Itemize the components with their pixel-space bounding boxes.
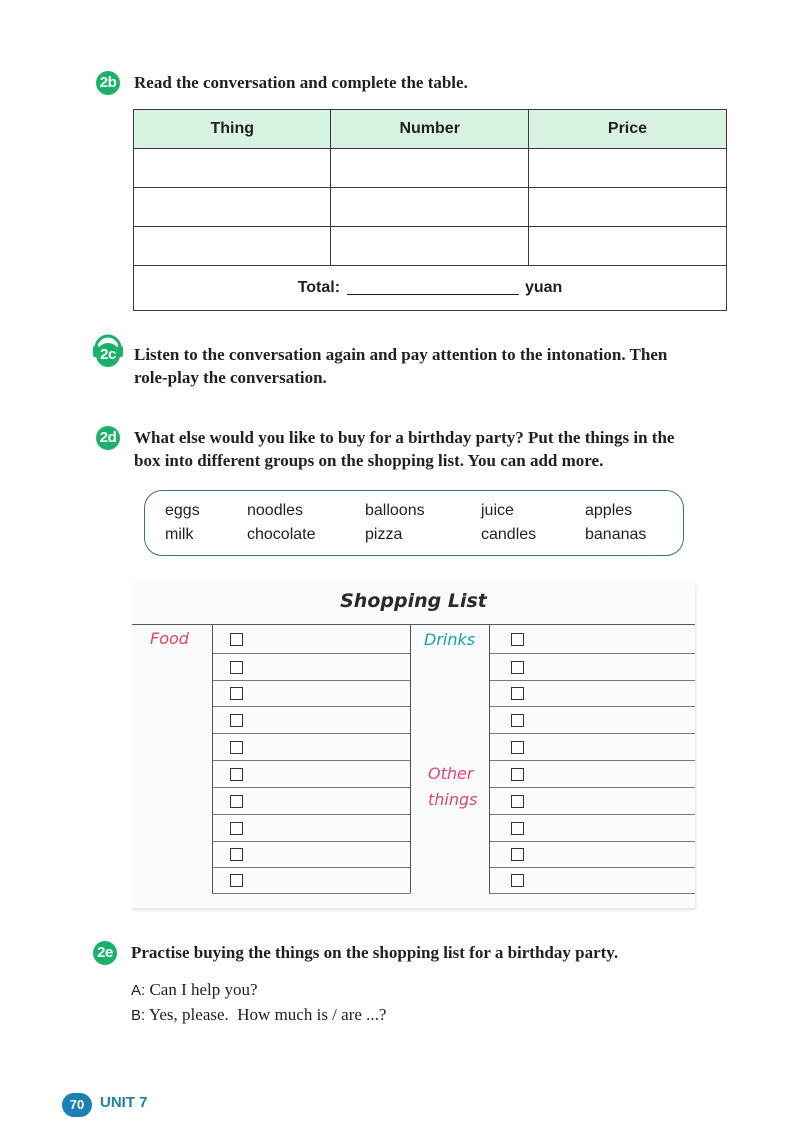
dialogue-text-a: Can I help you? [149, 980, 258, 999]
right-checkbox[interactable] [511, 874, 524, 887]
table-row [134, 188, 727, 227]
header-price: Price [528, 110, 726, 149]
shopping-list-title: Shopping List [340, 590, 487, 612]
word-bananas: bananas [585, 526, 647, 543]
food-label: Food [150, 629, 189, 648]
table-cell[interactable] [134, 149, 331, 188]
word-candles: candles [481, 526, 537, 543]
table-row [134, 149, 727, 188]
exercise-badge-2d: 2d [96, 426, 120, 450]
table-cell[interactable] [331, 188, 528, 227]
right-row-rule [489, 653, 695, 654]
right-row-rule [489, 760, 695, 761]
instruction-2d-line2: box into different groups on the shopping list. You can add more. [134, 451, 604, 470]
table-cell[interactable] [528, 149, 726, 188]
food-checkbox[interactable] [230, 848, 243, 861]
right-row-rule [489, 893, 695, 894]
dialogue-line-a [131, 978, 258, 1003]
word-juice: juice [481, 502, 514, 519]
table-cell[interactable] [331, 149, 528, 188]
right-checkbox[interactable] [511, 795, 524, 808]
food-row-rule [212, 733, 410, 734]
right-checkbox[interactable] [511, 661, 524, 674]
total-unit: yuan [524, 279, 563, 296]
other-things-label-line2: things [428, 790, 478, 809]
right-checkbox[interactable] [511, 768, 524, 781]
shopping-list [132, 582, 695, 908]
word-balloons: balloons [365, 502, 425, 519]
word-apples: apples [585, 502, 633, 519]
dialogue-text-b: Yes, please. How much is / are ...? [148, 1005, 387, 1024]
word-pizza: pizza [365, 526, 403, 543]
food-row-rule [212, 841, 410, 842]
column-rule [410, 624, 411, 893]
word-box [144, 490, 684, 556]
page-number: 70 [62, 1093, 92, 1117]
instruction-2c-line1: Listen to the conversation again and pay attention to the intonation. Then [134, 345, 668, 364]
food-row-rule [212, 893, 410, 894]
food-row-rule [212, 787, 410, 788]
food-checkbox[interactable] [230, 661, 243, 674]
right-checkbox[interactable] [511, 822, 524, 835]
table-header-row [134, 110, 727, 149]
total-row [134, 266, 727, 311]
table-cell[interactable] [331, 227, 528, 266]
speaker-a: A: [131, 982, 146, 999]
word-eggs: eggs [165, 502, 200, 519]
instruction-2b: Read the conversation and complete the table. [134, 73, 468, 92]
right-row-rule [489, 706, 695, 707]
table-cell[interactable] [134, 227, 331, 266]
exercise-badge-2c: 2c [96, 343, 120, 367]
answer-table [133, 109, 727, 311]
table-cell[interactable] [528, 188, 726, 227]
word-noodles: noodles [247, 502, 304, 519]
speaker-b: B: [131, 1007, 146, 1024]
word-chocolate: chocolate [247, 526, 316, 543]
list-top-rule [132, 624, 695, 625]
instruction-2c-line2: role-play the conversation. [134, 368, 327, 387]
food-row-rule [212, 680, 410, 681]
food-checkbox[interactable] [230, 874, 243, 887]
dialogue-line-b [131, 1003, 386, 1028]
column-rule [489, 624, 490, 893]
total-blank[interactable] [347, 294, 519, 295]
food-row-rule [212, 867, 410, 868]
instruction-2e: Practise buying the things on the shopping list for a birthday party. [131, 943, 619, 962]
table-cell[interactable] [134, 188, 331, 227]
instruction-2d-line1: What else would you like to buy for a birthday party? Put the things in the [134, 428, 675, 447]
header-number: Number [331, 110, 528, 149]
unit-label: UNIT 7 [100, 1094, 148, 1111]
drinks-label: Drinks [424, 630, 476, 649]
exercise-badge-2b: 2b [96, 71, 120, 95]
table-row [134, 227, 727, 266]
food-row-rule [212, 760, 410, 761]
right-row-rule [489, 814, 695, 815]
column-rule [212, 624, 213, 893]
food-row-rule [212, 814, 410, 815]
food-checkbox[interactable] [230, 741, 243, 754]
right-checkbox[interactable] [511, 633, 524, 646]
food-row-rule [212, 653, 410, 654]
right-row-rule [489, 867, 695, 868]
total-label: Total: [297, 279, 341, 296]
exercise-badge-2e: 2e [93, 941, 117, 965]
total-cell [134, 266, 727, 311]
food-checkbox[interactable] [230, 795, 243, 808]
word-milk: milk [165, 526, 194, 543]
food-checkbox[interactable] [230, 714, 243, 727]
table-cell[interactable] [528, 227, 726, 266]
food-row-rule [212, 706, 410, 707]
food-checkbox[interactable] [230, 768, 243, 781]
food-checkbox[interactable] [230, 687, 243, 700]
right-row-rule [489, 787, 695, 788]
right-checkbox[interactable] [511, 741, 524, 754]
right-row-rule [489, 733, 695, 734]
right-row-rule [489, 841, 695, 842]
food-checkbox[interactable] [230, 633, 243, 646]
food-checkbox[interactable] [230, 822, 243, 835]
right-row-rule [489, 680, 695, 681]
right-checkbox[interactable] [511, 848, 524, 861]
right-checkbox[interactable] [511, 687, 524, 700]
header-thing: Thing [134, 110, 331, 149]
other-things-label-line1: Other [428, 764, 474, 783]
right-checkbox[interactable] [511, 714, 524, 727]
